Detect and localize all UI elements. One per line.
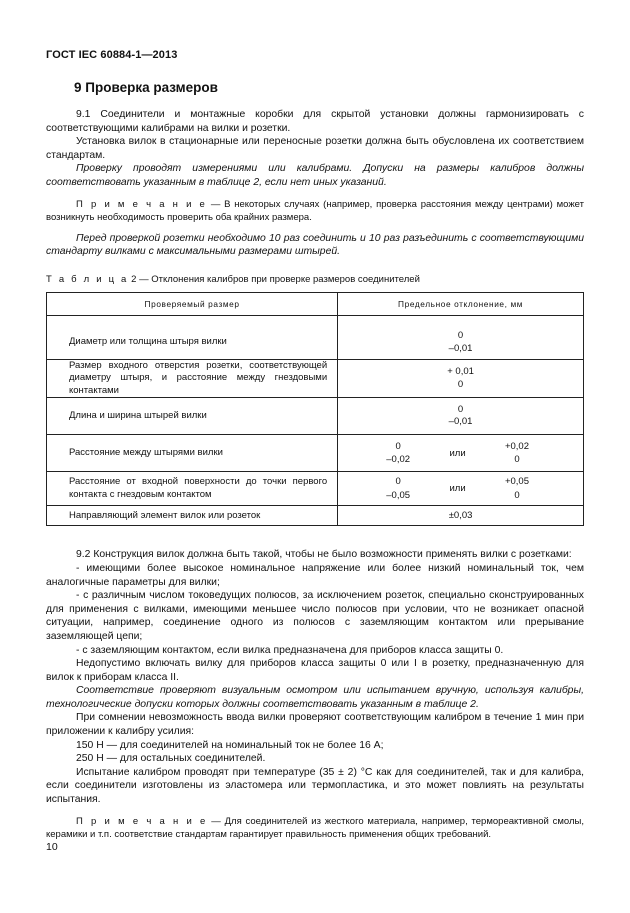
list-item: - с различным числом токоведущих полюсов, за исключением розеток, специально сконструированных для применения с вилками, имеющими меньшее число полюсов при условии, что не возникает опасной ситуации, например, соединение одного из полюсов с заземляющим контактом или прерывание заземляющей цепи; — [46, 590, 584, 642]
table-spacer — [338, 316, 584, 327]
paragraph-socket-install: Установка вилок в стационарные или переносные розетки должна быть обусловлена их соответствием стандартам. — [46, 136, 584, 161]
row-name: Расстояние между штырями вилки — [47, 435, 338, 472]
paragraph-compliance: Соответствие проверяют визуальным осмотром или испытанием вручную, используя калибры, технологические допуски которых должны соответствовать указанным в таблице 2. — [46, 685, 584, 710]
paragraph-force-150: 150 Н — для соединителей на номинальный ток не более 16 А; — [76, 739, 384, 751]
value-lower: –0,01 — [448, 416, 473, 428]
row-name: Направляющий элемент вилок или розеток — [47, 506, 338, 526]
section-title: 9 Проверка размеров — [74, 80, 218, 95]
value-upper: + 0,01 — [447, 366, 474, 378]
paragraph-before-check: Перед проверкой розетки необходимо 10 раз соединить и 10 раз разъединить с соответствующими стандарту вилками с максимальными размерами штырей. — [46, 232, 584, 258]
paragraph-forbidden: Недопустимо включать вилку для приборов класса защиты 0 или I в розетку, предназначенную для вилок к приборам класса II. — [46, 658, 584, 683]
value-a-upper: 0 — [395, 476, 401, 488]
value-lower: –0,01 — [448, 342, 473, 354]
table-row — [47, 506, 584, 526]
note-label: П р и м е ч а н и е — [76, 815, 208, 827]
note-9-2 — [46, 815, 584, 841]
note-9-1 — [46, 198, 584, 224]
row-value — [338, 472, 584, 506]
value-a-lower: –0,02 — [386, 454, 411, 466]
table-row — [47, 359, 584, 398]
note-text: — В некоторых случаях (например, проверка расстояния между центрами) может возникнуть необходимость проверить оба крайних размера. — [46, 198, 585, 223]
note-label: П р и м е ч а н и е — [76, 198, 208, 210]
row-name: Расстояние от входной поверхности до точки первого контакта с гнездовым контактом — [47, 472, 338, 506]
value-b-upper: +0,05 — [504, 476, 529, 488]
value-a-lower: –0,05 — [386, 489, 411, 501]
paragraph-temperature: Испытание калибром проводят при температуре (35 ± 2) °С как для соединителей, так и для калибра, если соединители изготовлены из эластомера или термопластика, и это может повлиять на результаты испытания. — [46, 766, 584, 806]
or-label: или — [449, 447, 466, 459]
value-b-upper: +0,02 — [504, 440, 529, 452]
table-caption-label: Т а б л и ц а — [46, 273, 129, 285]
document-header: ГОСТ IEC 60884-1—2013 — [46, 49, 178, 61]
table-row — [47, 398, 584, 435]
row-name: Размер входного отверстия розетки, соответствующей диаметру штыря, и расстояние между гнездовыми контактами — [47, 359, 338, 398]
note-text: — Для соединителей из жесткого материала, например, термореактивной смолы, керамики и т.п. соответствие стандартам гарантирует правильность применения общих требований. — [46, 815, 584, 840]
row-value: ±0,03 — [338, 506, 584, 526]
value-upper: 0 — [457, 330, 464, 342]
value-a-upper: 0 — [395, 440, 401, 452]
or-label: или — [449, 483, 466, 495]
tolerance-table — [46, 292, 584, 526]
table-caption-text: 2 — Отклонения калибров при проверке размеров соединителей — [128, 273, 420, 285]
row-name: Длина и ширина штырей вилки — [47, 398, 338, 435]
paragraph-force-250: 250 Н — для остальных соединителей. — [76, 753, 266, 765]
page-number: 10 — [46, 841, 58, 853]
table-row — [47, 326, 584, 359]
value-upper: 0 — [457, 403, 464, 415]
column-header-size: Проверяемый размер — [47, 293, 338, 316]
list-item: - с заземляющим контактом, если вилка предназначена для приборов класса защиты 0. — [76, 644, 504, 656]
value-lower: 0 — [457, 378, 464, 390]
row-value — [338, 359, 584, 398]
paragraph-9-1: 9.1 Соединители и монтажные коробки для скрытой установки должны гармонизировать с соответствующими калибрами на вилки и розетки. — [46, 109, 584, 134]
row-value — [338, 435, 584, 472]
list-item: - имеющими более высокое номинальное напряжение или более низкий номинальный ток, чем аналогичные параметры для вилки; — [46, 562, 584, 588]
row-value — [338, 326, 584, 359]
table-caption — [46, 273, 584, 287]
column-header-deviation: Предельное отклонение, мм — [338, 293, 584, 316]
value-b-lower: 0 — [514, 489, 520, 501]
table-row — [47, 472, 584, 506]
row-name: Диаметр или толщина штыря вилки — [47, 326, 338, 359]
table-row — [47, 435, 584, 472]
row-value — [338, 398, 584, 435]
paragraph-9-2: 9.2 Конструкция вилок должна быть такой, чтобы не было возможности применять вилки с розетками: — [76, 549, 572, 561]
paragraph-check-method: Проверку проводят измерениями или калибрами. Допуски на размеры калибров должны соответствовать указанным в таблице 2, если нет иных указаний. — [46, 163, 584, 188]
value-b-lower: 0 — [514, 454, 520, 466]
paragraph-doubt: При сомнении невозможность ввода вилки проверяют соответствующим калибром в течение 1 мин при приложении к калибру усилия: — [46, 712, 584, 738]
page-content — [46, 108, 584, 841]
table-spacer — [47, 316, 338, 327]
